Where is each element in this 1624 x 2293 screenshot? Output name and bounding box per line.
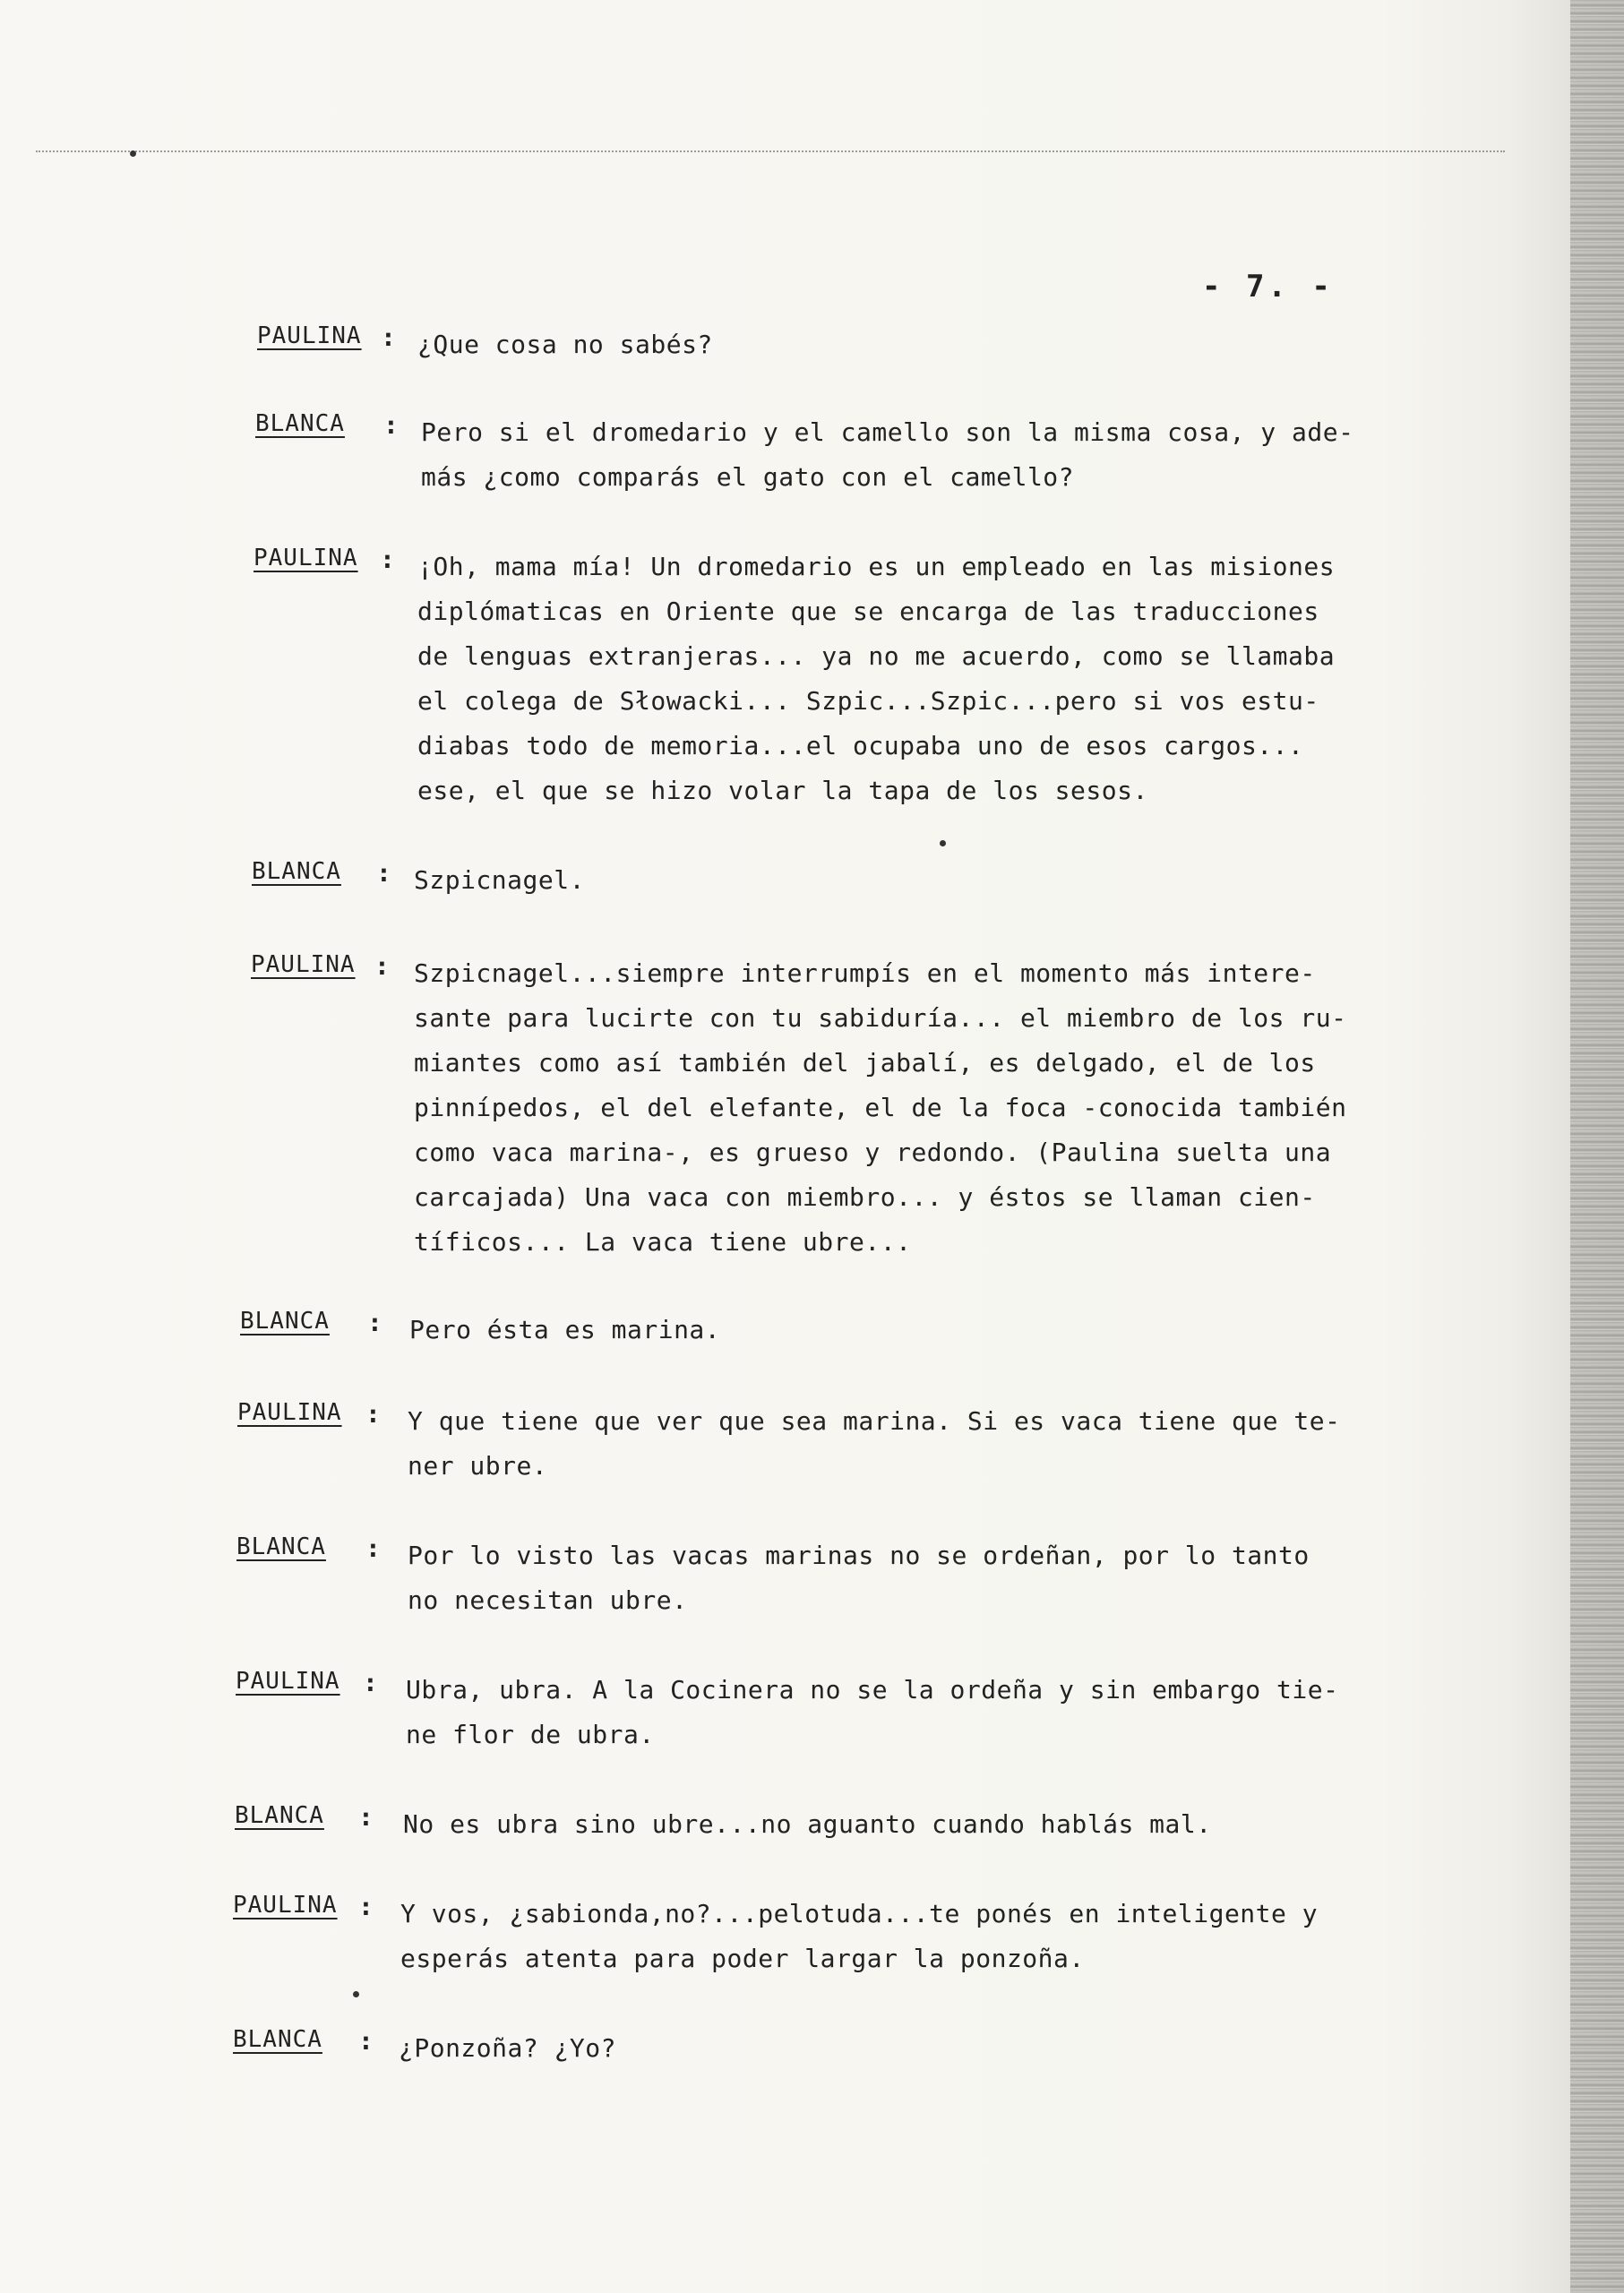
speaker-colon: : xyxy=(358,2026,374,2056)
speaker-colon: : xyxy=(365,1399,381,1429)
speaker-colon: : xyxy=(358,1802,374,1832)
speaker-colon: : xyxy=(358,1892,374,1921)
dialogue-text: Pero si el dromedario y el camello son la misma cosa, y ade- más ¿como comparás el gato con el camello? xyxy=(421,417,1354,492)
speaker-name: BLANCA xyxy=(235,1802,324,1829)
dialogue-text: Szpicnagel. xyxy=(414,865,585,895)
speaker-name: PAULINA xyxy=(233,1892,338,1919)
dialogue-text: ¿Ponzoña? ¿Yo? xyxy=(399,2033,617,2063)
top-dotted-rule xyxy=(36,150,1505,152)
dialogue-text: Pero ésta es marina. xyxy=(409,1315,721,1344)
speaker-colon: : xyxy=(376,858,391,888)
scanned-page-edge xyxy=(1570,0,1624,2293)
speaker-name: PAULINA xyxy=(251,951,356,978)
speaker-colon: : xyxy=(381,322,396,352)
speaker-colon: : xyxy=(365,1533,381,1563)
dialogue-text: ¡Oh, mama mía! Un dromedario es un empleado en las misiones diplómaticas en Oriente que se encarga de las traducciones de lenguas extranjeras... ya no me acuerdo, como se llamaba el colega de Słowacki... Szpic...Szpic...pero si vos estu- diabas todo de memoria...el ocupaba uno de esos cargos... ese, el que se hizo volar la tapa de los sesos. xyxy=(417,552,1336,805)
speck-mark xyxy=(940,840,946,846)
dialogue-text: Y vos, ¿sabionda,no?...pelotuda...te ponés en inteligente y esperás atenta para poder largar la ponzoña. xyxy=(400,1899,1319,1973)
dialogue-text: No es ubra sino ubre...no aguanto cuando hablás mal. xyxy=(403,1809,1212,1839)
speaker-name: PAULINA xyxy=(236,1668,340,1695)
speaker-name: BLANCA xyxy=(236,1533,326,1560)
speck-mark xyxy=(130,150,136,157)
speaker-name: BLANCA xyxy=(252,858,341,885)
speaker-name: PAULINA xyxy=(237,1399,342,1426)
speaker-name: BLANCA xyxy=(240,1308,330,1335)
speck-mark xyxy=(353,1991,359,1997)
speaker-colon: : xyxy=(367,1308,382,1337)
speaker-colon: : xyxy=(380,545,395,574)
dialogue-text: Ubra, ubra. A la Cocinera no se la ordeña y sin embargo tie- ne flor de ubra. xyxy=(406,1675,1339,1749)
dialogue-text: Por lo visto las vacas marinas no se ordeñan, por lo tanto no necesitan ubre. xyxy=(408,1541,1310,1615)
speaker-colon: : xyxy=(374,951,390,981)
speaker-colon: : xyxy=(383,410,399,440)
speaker-name: BLANCA xyxy=(255,410,345,437)
speaker-colon: : xyxy=(363,1668,378,1697)
speaker-name: BLANCA xyxy=(233,2026,322,2053)
speaker-name: PAULINA xyxy=(253,545,358,571)
dialogue-text: Szpicnagel...siempre interrumpís en el momento más intere- sante para lucirte con tu sabiduría... el miembro de los ru- miantes como así también del jabalí, es delgado, el de los pinnípedos, el del elefante, el de la foca -conocida también como vaca marina-, es grueso y redondo. (Paulina suelta una carcajada) Una vaca con miembro... y éstos se llaman cien- tíficos... La vaca tiene ubre... xyxy=(414,958,1347,1257)
dialogue-text: Y que tiene que ver que sea marina. Si es vaca tiene que te- ner ubre. xyxy=(408,1406,1341,1481)
dialogue-text: ¿Que cosa no sabés? xyxy=(417,330,713,359)
page-number: - 7. - xyxy=(1202,269,1334,305)
speaker-name: PAULINA xyxy=(257,322,362,349)
